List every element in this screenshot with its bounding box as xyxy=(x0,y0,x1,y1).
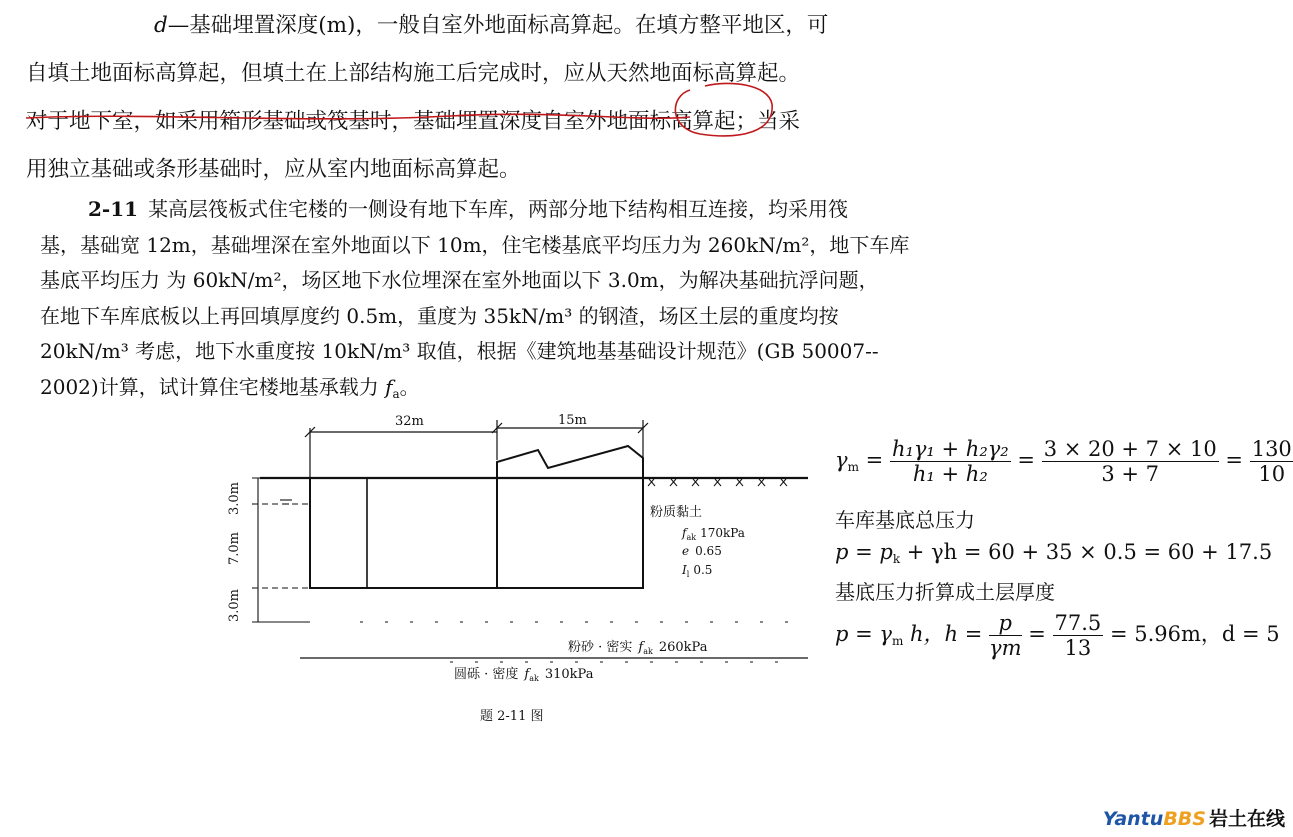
fraction-p-over-gamma: $\frac{p}{\gamma m}$ xyxy=(989,611,1022,661)
pressure-equation: p = pk + γh = 60 + 35 × 0.5 = 60 + 17.5 xyxy=(835,540,1273,566)
soil-layer-1-fak: $f_{ak}$ 170kPa xyxy=(682,526,745,542)
problem-line-4: 在地下车库底板以上再回填厚度约 0.5m，重度为 35kN/m³ 的钢渣，场区土层的重度均按 xyxy=(40,303,839,328)
foundation-diagram xyxy=(200,400,820,730)
problem-line-3: 基底平均压力 为 60kN/m²，场区地下水位埋深在室外地面以下 3.0m，为解决基础抗浮问题， xyxy=(40,268,879,293)
soil-layer-2: 粉砂 · 密实 $f_{ak}$ 260kPa xyxy=(568,640,708,656)
top-paragraph xyxy=(26,2,986,194)
problem-line-5: 20kN/m³ 考虑，地下水重度按 10kN/m³ 取值，根据《建筑地基基础设计规范》(GB 50007-- xyxy=(40,339,879,364)
problem-line-1: 2-11 某高层筏板式住宅楼的一侧设有地下车库，两部分地下结构相互连接，均采用筏 xyxy=(88,197,849,221)
top-line-1: d—基础埋置深度(m)，一般自室外地面标高算起。在填方整平地区，可 xyxy=(154,13,829,38)
problem-line-6: 2002)计算，试计算住宅楼地基承载力 $f_a$。 xyxy=(40,374,420,401)
label-garage-pressure: 车库基底总压力 xyxy=(835,508,975,532)
yantubbs-watermark: YantuBBS 岩土在线 xyxy=(1102,808,1285,830)
fraction-result: $\frac{130}{10}$ xyxy=(1251,437,1292,487)
soil-layer-3: 圆砾 · 密度 $f_{ak}$ 310kPa xyxy=(454,667,594,683)
soil-layer-1-e: e 0.65 xyxy=(682,544,722,558)
top-line-4: 用独立基础或条形基础时，应从室内地面标高算起。 xyxy=(26,157,521,182)
dim-3m-bottom: 3.0m xyxy=(227,588,242,622)
fraction-numeric: $\frac{3 \times 20 + 7 \times 10}{3 + 7}$ xyxy=(1043,437,1217,487)
dim-32m: 32m xyxy=(395,414,424,429)
dim-3m-top: 3.0m xyxy=(227,481,242,515)
top-line-3: 对于地下室，如采用箱形基础或筏基时，基础埋置深度自室外地面标高算起；当采 xyxy=(26,109,801,134)
soil-layer-1-il: $I_l$ 0.5 xyxy=(682,563,713,579)
label-equivalent-thickness: 基底压力折算成土层厚度 xyxy=(835,580,1055,604)
soil-layer-1-name: 粉质黏土 xyxy=(650,505,703,520)
problem-line-2: 基，基础宽 12m，基础埋深在室外地面以下 10m，住宅楼基底平均压力为 260kN/m²，地下车库 xyxy=(40,232,910,257)
figure-caption: 题 2-11 图 xyxy=(480,709,544,724)
gamma-m-equation: γm = $\frac{\text{h₁γ₁ + h₂γ₂}}{\text{h₁ + h₂}}$ = $\frac{3 \times 20 + 7 \times 10}{3 + 7}$ = $\frac{130}{10}$ xyxy=(835,437,1292,487)
top-line-2: 自填土地面标高算起，但填土在上部结构施工后完成时，应从天然地面标高算起。 xyxy=(26,61,801,86)
thickness-equation: p = γm h，h = $\frac{p}{\gamma m}$ = $\frac{77.5}{13}$ = 5.96m，d = 5 xyxy=(835,611,1280,661)
fraction-weighted-unit-weight: $\frac{\text{h₁γ₁ + h₂γ₂}}{\text{h₁ + h₂}}$ xyxy=(891,437,1009,487)
dim-7m: 7.0m xyxy=(227,531,242,565)
problem-statement xyxy=(40,192,1005,413)
fraction-77-5-over-13: $\frac{77.5}{13}$ xyxy=(1054,611,1102,661)
dim-15m: 15m xyxy=(558,413,587,428)
